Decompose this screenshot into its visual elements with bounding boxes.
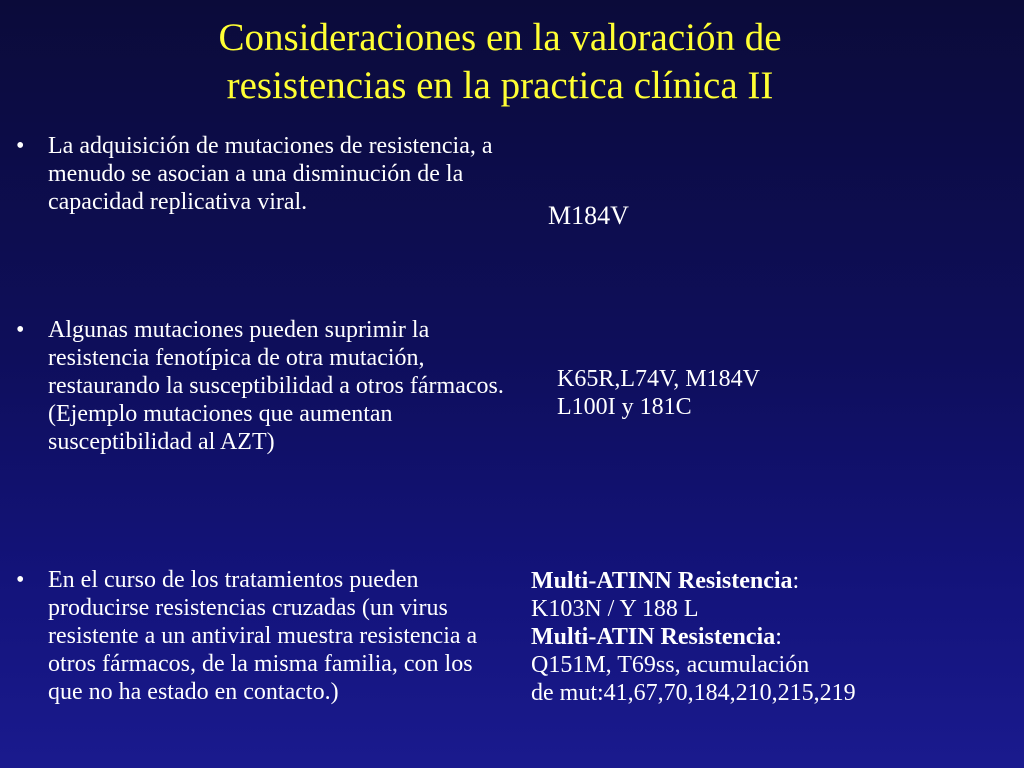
multi-atinn-line (531, 567, 856, 595)
slide-title (0, 14, 1000, 110)
multi-atinn-mutations: K103N / Y 188 L (531, 596, 699, 622)
side-note-m184v (548, 202, 629, 230)
colon: : (775, 624, 782, 650)
multi-atin-heading: Multi-ATIN Resistencia (531, 624, 776, 650)
bullet-item-2 (16, 316, 506, 456)
bullet-marker: • (16, 317, 25, 343)
slide-title-line-1: Consideraciones en la valoración de (218, 16, 782, 59)
multi-atin-mutations: Q151M, T69ss, acumulación (531, 652, 810, 678)
slide-title-line-2: resistencias en la practica clínica II (226, 64, 774, 107)
colon: : (792, 568, 800, 594)
side-note-line-1: K65R,L74V, M184V (557, 366, 760, 392)
side-note-mutations (557, 365, 760, 421)
bullet-item-1 (16, 132, 506, 216)
multi-atin-line (531, 623, 856, 651)
multi-atinn-heading: Multi-ATINN Resistencia (531, 568, 793, 594)
multi-atin-accumulated: de mut:41,67,70,184,210,215,219 (531, 680, 856, 706)
bullet-text: La adquisición de mutaciones de resistencia, a menudo se asocian a una disminución de la capacidad replicativa viral. (48, 133, 493, 215)
bullet-marker: • (16, 567, 25, 593)
side-note-text: M184V (548, 201, 629, 230)
bullet-item-3 (16, 566, 506, 706)
bullet-marker: • (16, 133, 25, 159)
bullet-text: En el curso de los tratamientos pueden producirse resistencias cruzadas (un virus resistente a un antiviral muestra resistencia a otros fármacos, de la misma familia, con los que no ha estado en contacto.) (48, 567, 478, 705)
side-note-multi-resistance (531, 567, 856, 707)
side-note-line-2: L100I y 181C (557, 394, 692, 420)
bullet-text: Algunas mutaciones pueden suprimir la resistencia fenotípica de otra mutación, restaurando la susceptibilidad a otros fármacos. (Ejemplo mutaciones que aumentan susceptibilidad al AZT) (48, 317, 504, 455)
